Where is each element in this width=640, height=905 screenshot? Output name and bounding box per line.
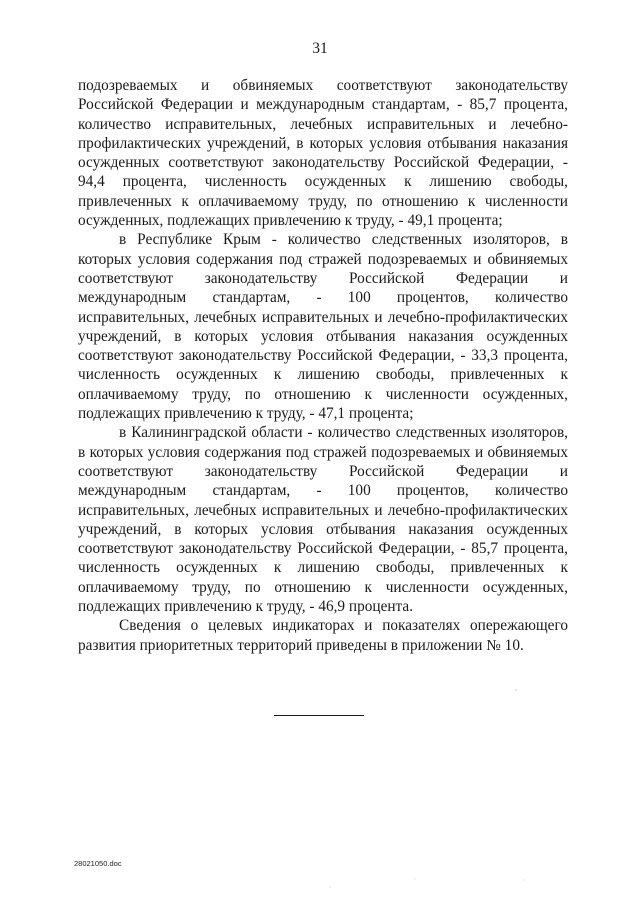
footer-filename: 28021050.doc [74, 859, 122, 868]
paragraph-continuation: подозреваемых и обвиняемых соответствуют законодательству Российской Федерации и международным стандартам, - 85,7 процента, количество исправительных, лечебных исправительных и лечебно-профилактических учреждений, в которых условия отбывания наказания осужденных соответствуют законодательству Российской Федерации, - 94,4 процента, численность осужденных к лишению свободы, привлеченных к оплачиваемому труду, по отношению к численности осужденных, подлежащих привлечению к труду, - 49,1 процента; [78, 77, 568, 230]
page-number: 31 [312, 40, 328, 57]
paragraph-indicators-note: Сведения о целевых индикаторах и показателях опережающего развития приоритетных территорий приведены в приложении № 10. [78, 617, 568, 654]
paragraph-kaliningrad: в Калининградской области - количество следственных изоляторов, в которых условия содержания под стражей подозреваемых и обвиняемых соответствуют законодательству Российской Федерации и международным стандартам, - 100 процентов, количество исправительных, лечебных исправительных и лечебно-профилактических учреждений, в которых условия отбывания наказания осужденных соответствуют законодательству Российской Федерации, - 85,7 процента, численность осужденных к лишению свободы, привлеченных к оплачиваемому труду, по отношению к численности осужденных, подлежащих привлечению к труду, - 46,9 процента. [78, 424, 568, 616]
paragraph-crimea: в Республике Крым - количество следственных изоляторов, в которых условия содержания под стражей подозреваемых и обвиняемых соответствуют законодательству Российской Федерации и международным стандартам, - 100 процентов, количество исправительных, лечебных исправительных и лечебно-профилактических учреждений, в которых условия отбывания наказания осужденных соответствуют законодательству Российской Федерации, - 33,3 процента, численность осужденных к лишению свободы, привлеченных к оплачиваемому труду, по отношению к численности осужденных, подлежащих привлечению к труду, - 47,1 процента; [78, 231, 568, 423]
